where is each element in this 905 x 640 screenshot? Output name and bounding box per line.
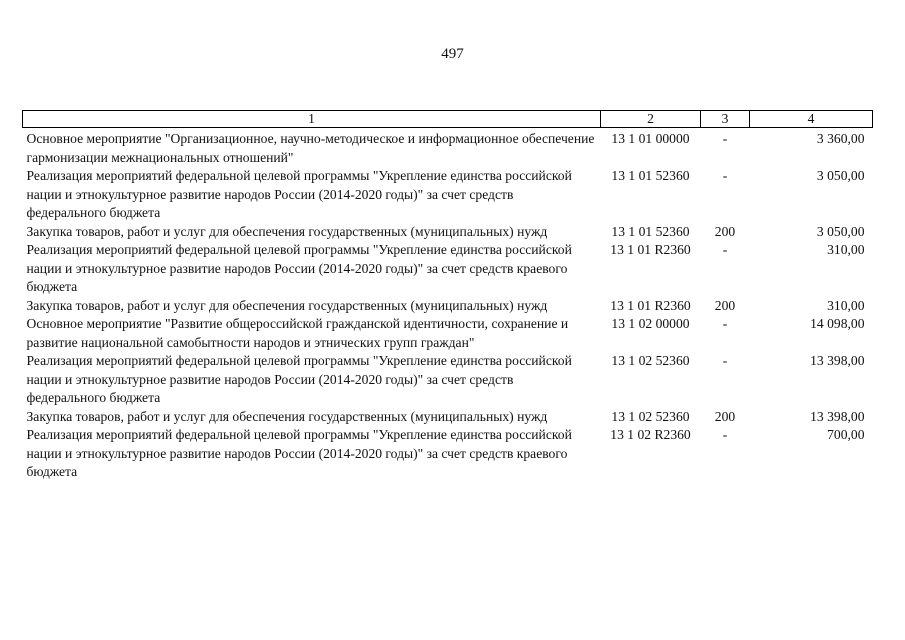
table-row <box>23 223 873 242</box>
row-code: 13 1 01 R2360 <box>610 297 691 313</box>
row-type: 200 <box>714 297 736 313</box>
row-type: - <box>722 168 728 183</box>
row-code: 13 1 01 R2360 <box>610 242 691 257</box>
row-type: 200 <box>714 223 736 239</box>
row-code: 13 1 02 R2360 <box>610 427 691 442</box>
row-description: Реализация мероприятий федеральной целевой программы "Укрепление единства российской нации и этнокультурное развитие народов России (2014-2020 годы)" за счет средств федерального бюджета <box>26 353 572 405</box>
row-description: Закупка товаров, работ и услуг для обеспечения государственных (муниципальных) нужд <box>26 223 548 239</box>
column-header-amount: 4 <box>750 111 873 128</box>
row-type: - <box>722 353 728 368</box>
table-row <box>23 426 873 482</box>
row-code: 13 1 02 52360 <box>611 408 690 424</box>
row-code: 13 1 01 52360 <box>611 168 690 183</box>
row-code: 13 1 02 52360 <box>611 353 690 368</box>
row-amount: 3 050,00 <box>816 223 865 239</box>
row-amount: 310,00 <box>827 242 865 257</box>
row-type: - <box>722 316 728 331</box>
table-row <box>23 167 873 223</box>
row-code: 13 1 01 00000 <box>611 131 690 146</box>
row-amount: 3 050,00 <box>816 168 865 183</box>
table-row <box>23 315 873 352</box>
row-code: 13 1 02 00000 <box>611 316 690 331</box>
row-type: - <box>722 427 728 442</box>
row-type: - <box>722 242 728 257</box>
budget-table <box>22 110 873 482</box>
page-number: 497 <box>441 46 464 62</box>
row-amount: 13 398,00 <box>810 408 865 424</box>
row-type: - <box>722 131 728 146</box>
table-header-row <box>23 111 873 128</box>
row-amount: 14 098,00 <box>810 316 865 331</box>
column-header-type: 3 <box>701 111 750 128</box>
row-description: Реализация мероприятий федеральной целевой программы "Укрепление единства российской нации и этнокультурное развитие народов России (2014-2020 годы)" за счет средств федерального бюджета <box>26 168 572 220</box>
table-row <box>23 241 873 297</box>
row-description: Основное мероприятие "Организационное, научно-методическое и информационное обеспечение гармонизации межнациональных отношений" <box>26 131 595 165</box>
row-code: 13 1 01 52360 <box>611 223 690 239</box>
row-description: Закупка товаров, работ и услуг для обеспечения государственных (муниципальных) нужд <box>26 297 548 313</box>
row-description: Закупка товаров, работ и услуг для обеспечения государственных (муниципальных) нужд <box>26 408 548 424</box>
row-amount: 13 398,00 <box>810 353 865 368</box>
row-amount: 700,00 <box>827 427 865 442</box>
row-amount: 3 360,00 <box>816 131 865 146</box>
row-description: Реализация мероприятий федеральной целевой программы "Укрепление единства российской нации и этнокультурное развитие народов России (2014-2020 годы)" за счет средств краевого бюджета <box>26 427 572 479</box>
table-row <box>23 297 873 316</box>
column-header-description: 1 <box>23 111 601 128</box>
row-description: Реализация мероприятий федеральной целевой программы "Укрепление единства российской нации и этнокультурное развитие народов России (2014-2020 годы)" за счет средств краевого бюджета <box>26 242 572 294</box>
table-row <box>23 128 873 168</box>
column-header-code: 2 <box>601 111 701 128</box>
row-amount: 310,00 <box>827 297 865 313</box>
row-description: Основное мероприятие "Развитие общероссийской гражданской идентичности, сохранение и развитие национальной самобытности народов и этнических групп граждан" <box>26 316 569 350</box>
row-type: 200 <box>714 408 736 424</box>
table-row <box>23 352 873 408</box>
table-row <box>23 408 873 427</box>
